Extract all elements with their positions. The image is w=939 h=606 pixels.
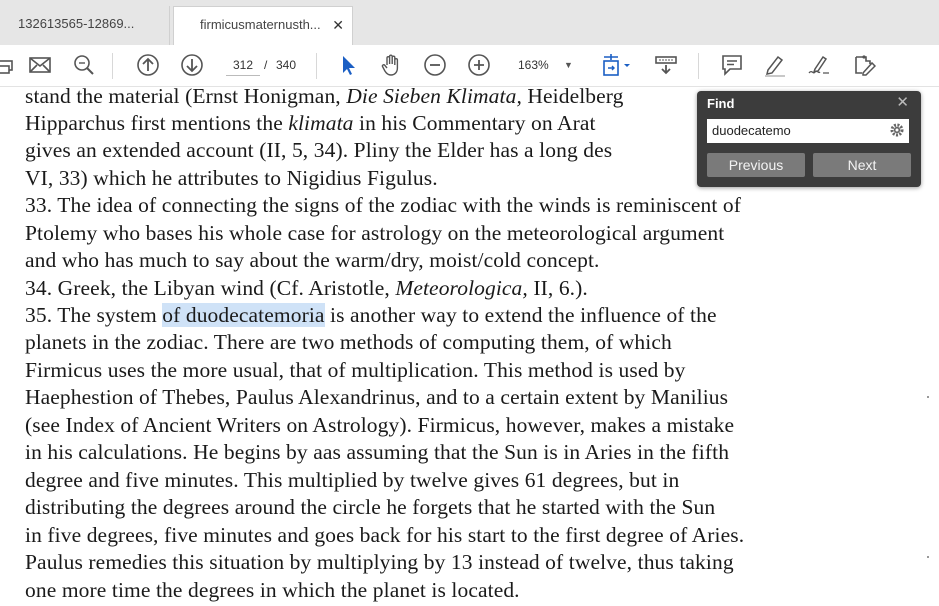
- text-segment: one more time the degrees in which the planet is located.: [25, 578, 520, 602]
- text-segment: planets in the zodiac. There are two methods of computing them, of which: [25, 330, 672, 354]
- text-line: [25, 495, 840, 520]
- text-line: [25, 468, 840, 493]
- text-segment: and who has much to say about the warm/dry, moist/cold concept.: [25, 248, 600, 272]
- previous-page-button[interactable]: [134, 51, 162, 79]
- text-line: [25, 221, 840, 246]
- text-segment: (see Index of Ancient Writers on Astrology). Firmicus, however, makes a mistake: [25, 413, 735, 437]
- text-line: [25, 248, 840, 273]
- tab-label: firmicusmaternusth...: [200, 17, 321, 32]
- text-segment: 33. The idea of connecting the signs of the zodiac with the winds is reminiscent of: [25, 193, 742, 217]
- fit-page-button[interactable]: [598, 51, 634, 79]
- text-segment: gives an extended account (II, 5, 34). Pliny the Elder has a long des: [25, 138, 613, 162]
- page-number-input[interactable]: 312: [226, 55, 260, 76]
- italic-text: klimata: [288, 111, 354, 135]
- zoom-search-button[interactable]: [70, 51, 98, 79]
- hand-icon: [379, 53, 403, 77]
- italic-text: Meteorologica,: [395, 276, 528, 300]
- text-segment: VI, 33) which he attributes to Nigidius Figulus.: [25, 166, 438, 190]
- fit-page-icon: [600, 53, 632, 77]
- select-tool-button[interactable]: [334, 51, 362, 79]
- find-query: duodecatemo: [712, 123, 791, 138]
- scroll-marker: [927, 556, 929, 558]
- text-segment: 34. Greek, the Libyan wind (Cf. Aristotle,: [25, 276, 396, 300]
- text-segment: Haephestion of Thebes, Paulus Alexandrinus, and to a certain extent by Manilius: [25, 385, 729, 409]
- text-segment: in his Commentary on Arat: [353, 111, 596, 135]
- text-segment: 35. The system: [25, 303, 163, 327]
- comment-button[interactable]: [718, 51, 746, 79]
- scroll-marker: [927, 396, 929, 398]
- find-next-button[interactable]: Next: [813, 153, 911, 177]
- text-segment: Ptolemy who bases his whole case for astrology on the meteorological argument: [25, 221, 725, 245]
- page-total: 340: [276, 58, 297, 72]
- text-line: [25, 550, 840, 575]
- zoom-out-button[interactable]: [421, 51, 449, 79]
- arrow-up-circle-icon: [136, 53, 160, 77]
- text-line: [25, 330, 840, 355]
- find-input[interactable]: [707, 119, 909, 143]
- text-line: [25, 413, 840, 438]
- print-button[interactable]: [0, 51, 18, 79]
- text-line: [25, 523, 840, 548]
- edit-tools-icon: [852, 53, 876, 77]
- highlight-pen-icon: [763, 53, 787, 77]
- arrow-down-circle-icon: [180, 53, 204, 77]
- sign-button[interactable]: [805, 51, 833, 79]
- toolbar: [0, 45, 939, 87]
- text-line: [25, 193, 840, 218]
- mail-icon: [28, 53, 52, 77]
- text-segment: in five degrees, five minutes and goes back for his start to the first degree of Aries.: [25, 523, 745, 547]
- zoom-out-icon: [423, 53, 447, 77]
- text-segment: stand the material (Ernst Honigman,: [25, 86, 347, 108]
- gear-icon[interactable]: [889, 122, 905, 138]
- signature-icon: [807, 53, 831, 77]
- find-previous-button[interactable]: Previous: [707, 153, 805, 177]
- text-segment: II, 6.).: [527, 276, 588, 300]
- text-segment: is another way to extend the influence of the: [324, 303, 717, 327]
- toolbar-divider: [316, 53, 317, 79]
- tab-document-2[interactable]: [173, 6, 353, 45]
- read-mode-icon: [654, 53, 678, 77]
- tab-label: 132613565-12869...: [18, 16, 135, 31]
- edit-tools-button[interactable]: [850, 51, 878, 79]
- text-line: [25, 440, 840, 465]
- text-line: [25, 578, 840, 603]
- text-line: [25, 303, 840, 328]
- text-line: [25, 358, 840, 383]
- page-separator: /: [264, 58, 268, 72]
- chevron-down-icon: ▼: [564, 60, 573, 70]
- text-segment: Hipparchus first mentions the: [25, 111, 289, 135]
- comment-icon: [720, 53, 744, 77]
- tab-bar: [0, 0, 939, 46]
- read-mode-button[interactable]: [652, 51, 680, 79]
- find-title: Find: [707, 96, 735, 111]
- toolbar-divider: [112, 53, 113, 79]
- italic-text: Die Sieben Klimata,: [346, 86, 522, 108]
- text-segment: distributing the degrees around the circle he forgets that he started with the Sun: [25, 495, 716, 519]
- text-line: [25, 276, 840, 301]
- next-page-button[interactable]: [178, 51, 206, 79]
- print-icon: [0, 53, 16, 77]
- tab-document-1[interactable]: [0, 6, 170, 45]
- zoom-search-icon: [72, 53, 96, 77]
- text-segment: degree and five minutes. This multiplied by twelve gives 61 degrees, but in: [25, 468, 680, 492]
- search-highlight: of duodecatemoria: [162, 303, 325, 327]
- hand-tool-button[interactable]: [377, 51, 405, 79]
- find-panel: [697, 91, 921, 187]
- text-segment: in his calculations. He begins by aas assuming that the Sun is in Aries in the fifth: [25, 440, 730, 464]
- text-segment: Firmicus uses the more usual, that of multiplication. This method is used by: [25, 358, 686, 382]
- toolbar-divider: [698, 53, 699, 79]
- text-segment: Heidelberg: [521, 86, 624, 108]
- text-line: [25, 385, 840, 410]
- zoom-level-value: 163%: [518, 58, 549, 72]
- text-segment: Paulus remedies this situation by multiplying by 13 instead of twelve, thus taking: [25, 550, 734, 574]
- zoom-level-dropdown[interactable]: [510, 55, 576, 75]
- email-button[interactable]: [26, 51, 54, 79]
- highlight-button[interactable]: [761, 51, 789, 79]
- select-cursor-icon: [336, 53, 360, 77]
- zoom-in-button[interactable]: [465, 51, 493, 79]
- zoom-in-icon: [467, 53, 491, 77]
- close-tab-icon[interactable]: ✕: [332, 17, 344, 33]
- close-find-icon[interactable]: ✕: [896, 94, 909, 111]
